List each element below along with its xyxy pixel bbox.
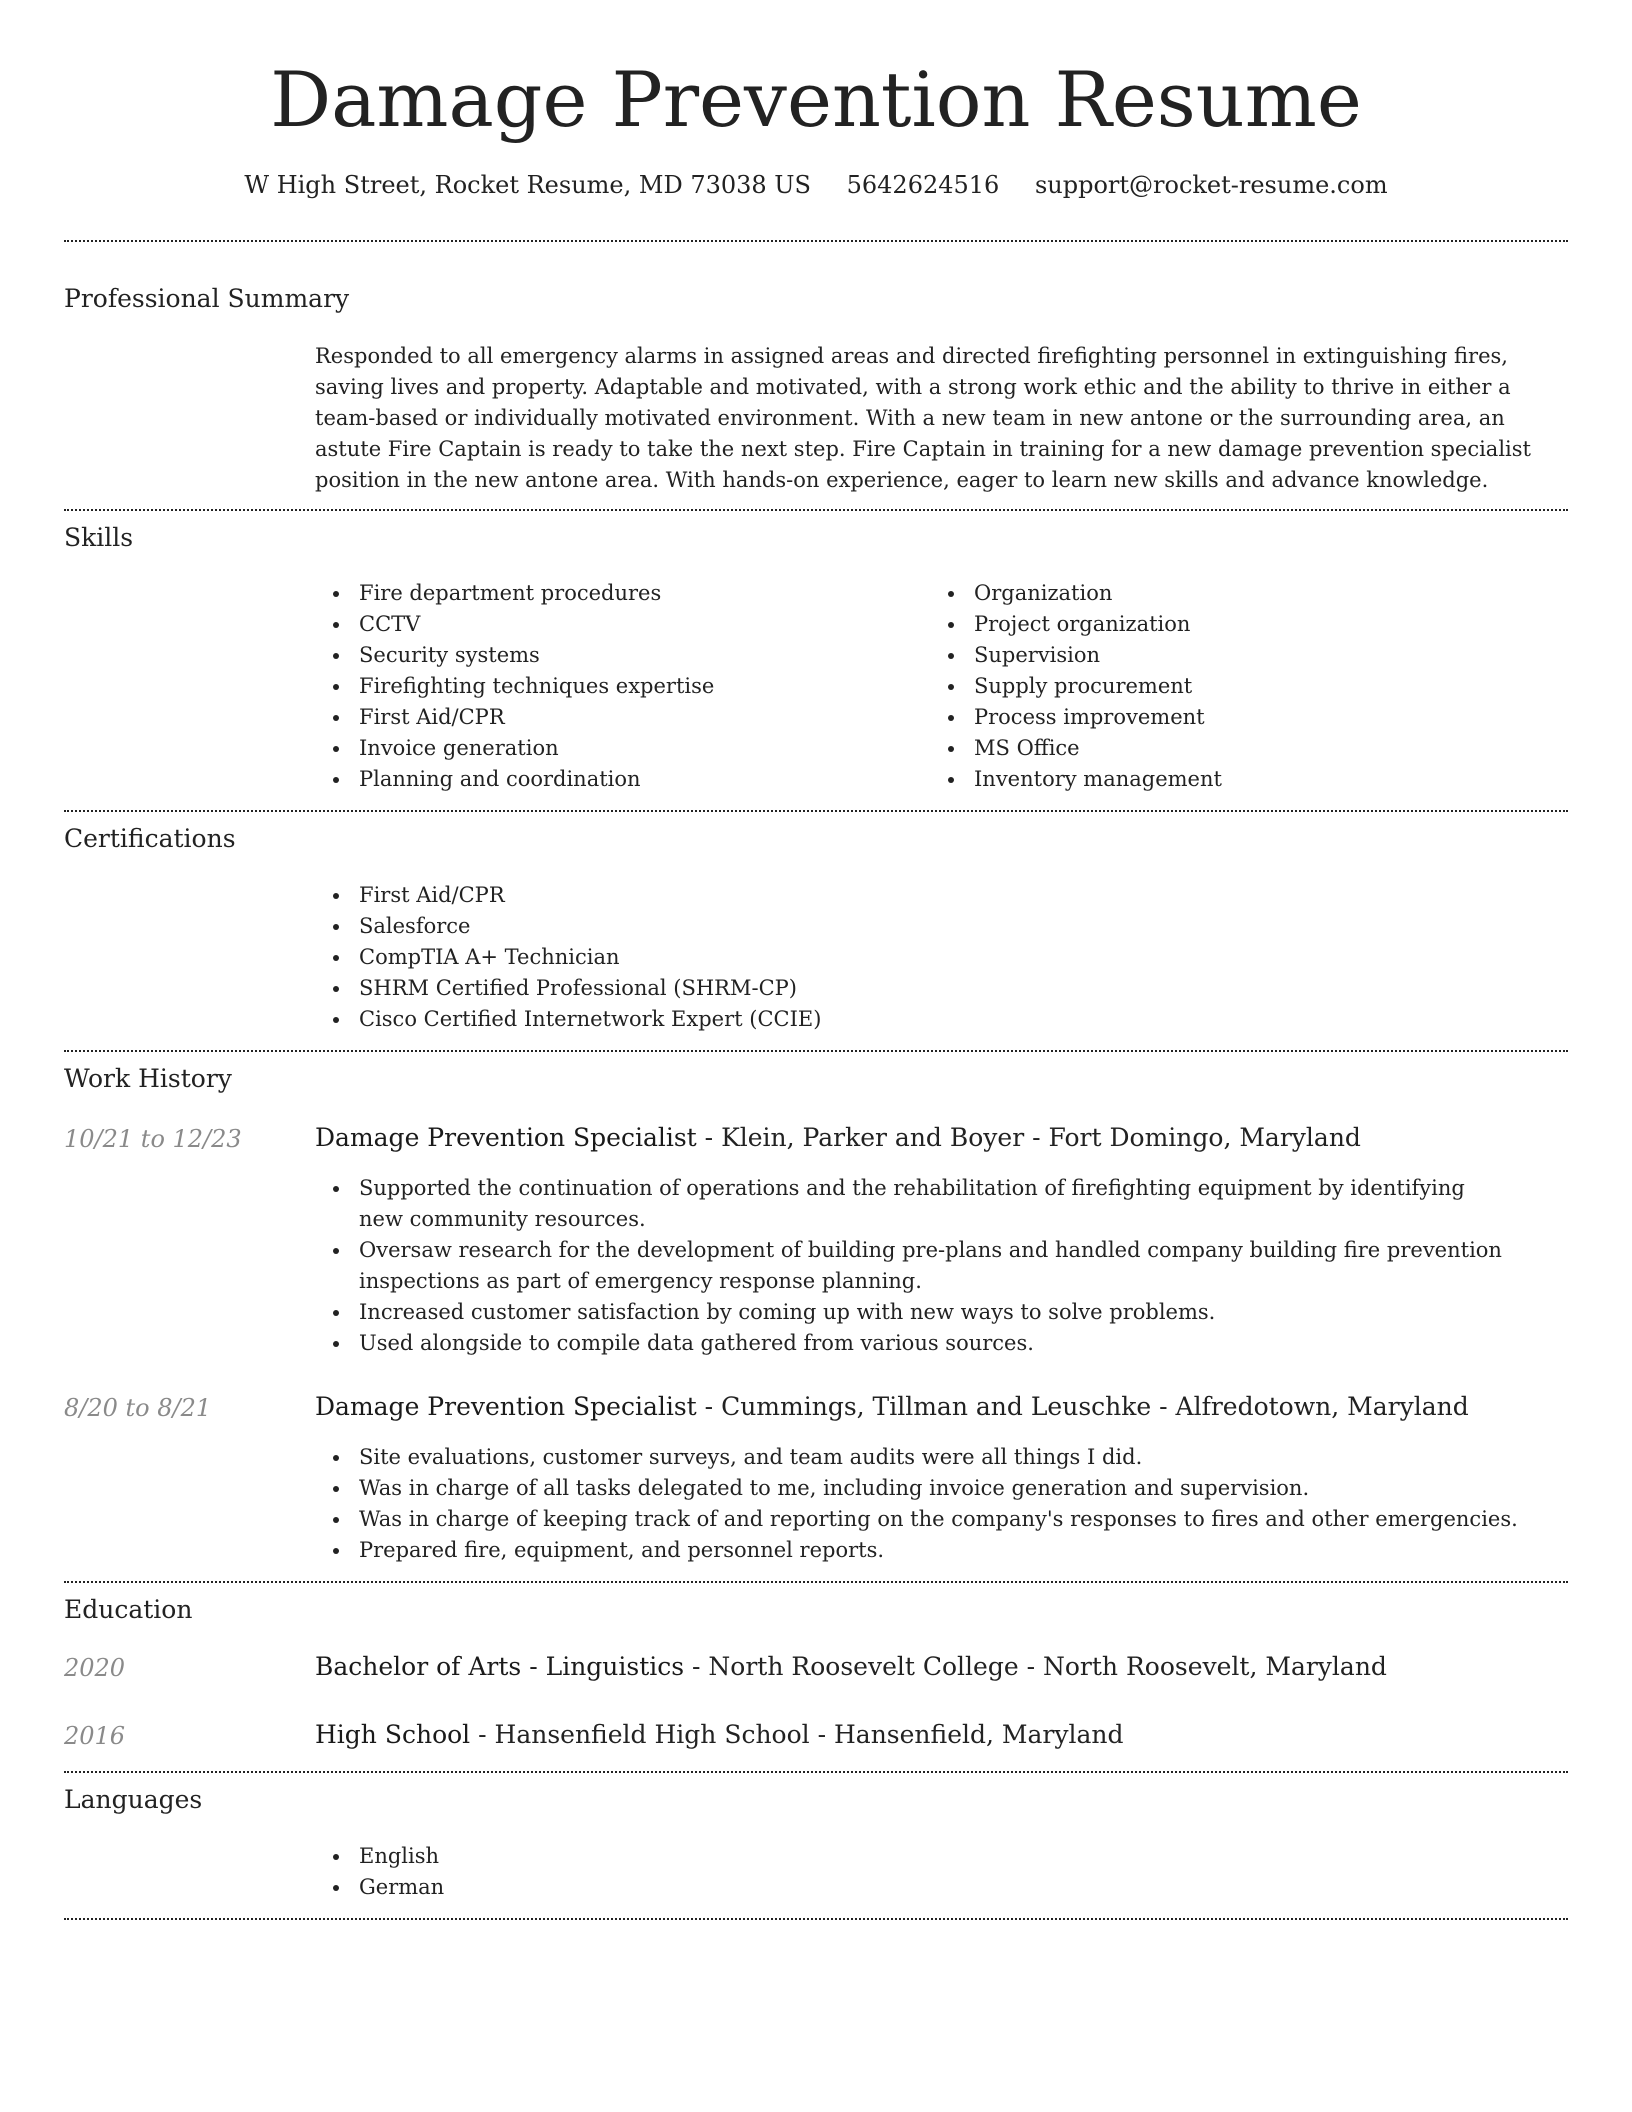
- language-item: German: [315, 1872, 915, 1903]
- education-degree: High School: [315, 1720, 471, 1749]
- skill-item: Process improvement: [930, 702, 1530, 733]
- education-year: 2020: [64, 1654, 126, 1682]
- skill-item: Security systems: [315, 640, 875, 671]
- section-divider: [64, 509, 1568, 511]
- certification-item: Cisco Certified Internetwork Expert (CCIE): [315, 1004, 1515, 1035]
- skill-item: MS Office: [930, 733, 1530, 764]
- job-bullet: Increased customer satisfaction by coming up with new ways to solve problems.: [315, 1297, 1515, 1328]
- section-divider: [64, 1771, 1568, 1773]
- job-bullets: [315, 1442, 1555, 1566]
- section-divider: [64, 1581, 1568, 1583]
- job-bullet: Was in charge of all tasks delegated to me, including invoice generation and supervision.: [315, 1473, 1555, 1504]
- skills-list-left: [315, 578, 875, 795]
- job-title-line: [315, 1121, 1361, 1155]
- section-divider: [64, 810, 1568, 812]
- job-bullet: Oversaw research for the development of building pre-plans and handled company building fire prevention inspections as part of emergency response planning.: [315, 1235, 1515, 1297]
- education-heading: Education: [64, 1595, 193, 1624]
- contact-address: W High Street, Rocket Resume, MD 73038 US: [244, 171, 811, 199]
- certification-item: SHRM Certified Professional (SHRM-CP): [315, 973, 1515, 1004]
- contact-line: [0, 168, 1632, 202]
- skill-item: Firefighting techniques expertise: [315, 671, 875, 702]
- certifications-list: [315, 880, 1515, 1035]
- education-year: 2016: [64, 1722, 126, 1750]
- education-school: - Hansenfield High School - Hansenfield, Maryland: [470, 1720, 1124, 1749]
- section-divider: [64, 1918, 1568, 1920]
- skills-heading: Skills: [64, 523, 134, 552]
- job-dates: 10/21 to 12/23: [64, 1125, 242, 1153]
- job-bullets: [315, 1173, 1515, 1359]
- section-divider: [64, 240, 1568, 242]
- job-role: Damage Prevention Specialist: [315, 1123, 697, 1152]
- contact-phone: 5642624516: [846, 171, 1000, 199]
- languages-list: [315, 1841, 915, 1903]
- skill-item: Inventory management: [930, 764, 1530, 795]
- job-role: Damage Prevention Specialist: [315, 1392, 697, 1421]
- certification-item: First Aid/CPR: [315, 880, 1515, 911]
- skill-item: Project organization: [930, 609, 1530, 640]
- job-bullet: Site evaluations, customer surveys, and team audits were all things I did.: [315, 1442, 1555, 1473]
- skill-item: Fire department procedures: [315, 578, 875, 609]
- education-line: [315, 1650, 1387, 1684]
- certifications-heading: Certifications: [64, 824, 236, 853]
- job-bullet: Was in charge of keeping track of and reporting on the company's responses to fires and other emergencies.: [315, 1504, 1555, 1535]
- language-item: English: [315, 1841, 915, 1872]
- languages-heading: Languages: [64, 1785, 203, 1814]
- skill-item: First Aid/CPR: [315, 702, 875, 733]
- section-divider: [64, 1050, 1568, 1052]
- job-bullet: Supported the continuation of operations and the rehabilitation of firefighting equipment by identifying new community resources.: [315, 1173, 1515, 1235]
- contact-email[interactable]: support@rocket-resume.com: [1034, 171, 1388, 199]
- work-history-heading: Work History: [64, 1064, 232, 1093]
- summary-text: Responded to all emergency alarms in assigned areas and directed firefighting personnel in extinguishing fires, saving lives and property. Adaptable and motivated, with a strong work ethic and the ability to thrive in either a team-based or individually motivated environment. With a new team in new antone or the surrounding area, an astute Fire Captain is ready to take the next step. Fire Captain in training for a new damage prevention specialist position in the new antone area. With hands-on experience, eager to learn new skills and advance knowledge.: [315, 344, 1531, 492]
- skill-item: Invoice generation: [315, 733, 875, 764]
- summary-heading: Professional Summary: [64, 284, 350, 313]
- skill-item: Planning and coordination: [315, 764, 875, 795]
- skill-item: Organization: [930, 578, 1530, 609]
- education-degree: Bachelor of Arts - Linguistics: [315, 1652, 685, 1681]
- job-employer: - Cummings, Tillman and Leuschke - Alfredotown, Maryland: [696, 1392, 1469, 1421]
- certification-item: Salesforce: [315, 911, 1515, 942]
- education-school: - North Roosevelt College - North Roosevelt, Maryland: [684, 1652, 1387, 1681]
- certification-item: CompTIA A+ Technician: [315, 942, 1515, 973]
- skill-item: Supply procurement: [930, 671, 1530, 702]
- skills-list-right: [930, 578, 1530, 795]
- job-bullet: Prepared fire, equipment, and personnel reports.: [315, 1535, 1555, 1566]
- job-title-line: [315, 1390, 1469, 1424]
- skill-item: CCTV: [315, 609, 875, 640]
- education-line: [315, 1718, 1123, 1752]
- skill-item: Supervision: [930, 640, 1530, 671]
- job-dates: 8/20 to 8/21: [64, 1394, 212, 1422]
- job-bullet: Used alongside to compile data gathered from various sources.: [315, 1328, 1515, 1359]
- job-employer: - Klein, Parker and Boyer - Fort Domingo, Maryland: [696, 1123, 1361, 1152]
- resume-title: Damage Prevention Resume: [270, 55, 1362, 144]
